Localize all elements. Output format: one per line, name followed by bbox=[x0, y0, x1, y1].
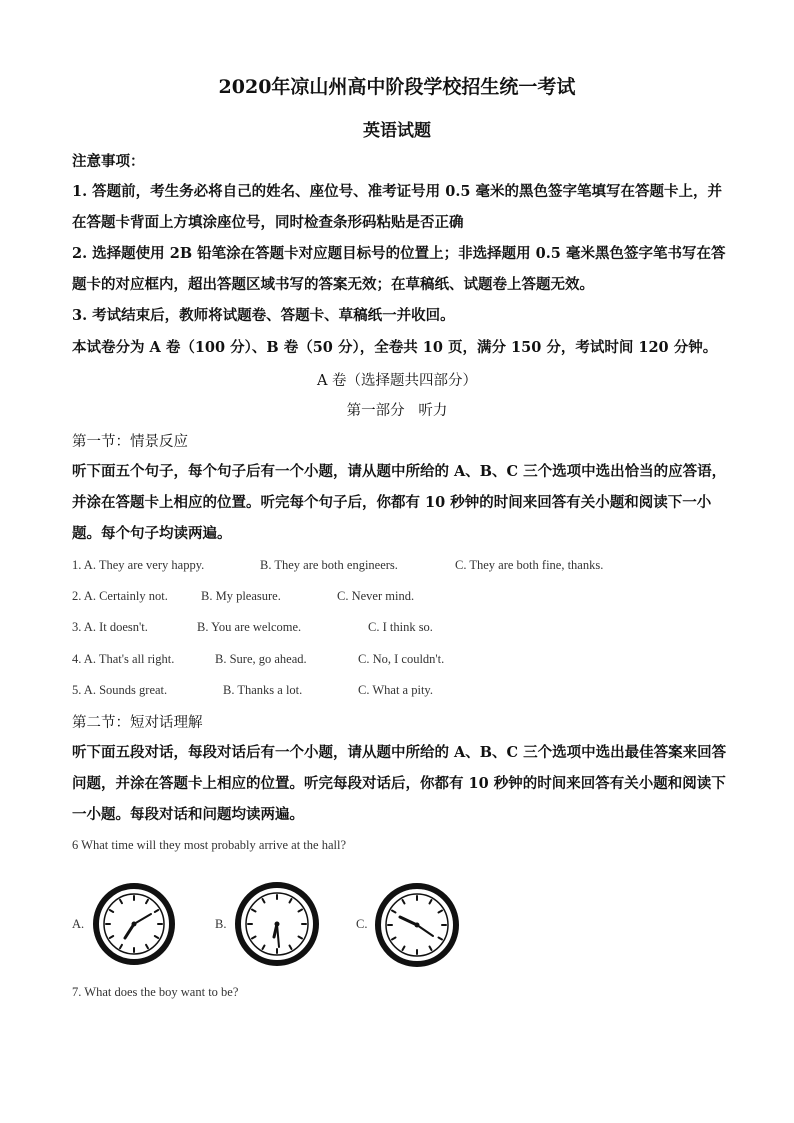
note-item-2: 2. 选择题使用 2B 铅笔涂在答题卡对应题目标号的位置上；非选择题用 0.5 毫米黑色签字笔书写在答题卡的对应框内，超出答题区域书写的答案无效；在草稿纸、试题卷上答题无效。 bbox=[72, 245, 726, 293]
q6-option-b-label: B. bbox=[215, 917, 227, 931]
q1-option-a: 1. A. They are very happy. bbox=[72, 558, 205, 572]
q3-option-a: 3. A. It doesn't. bbox=[72, 620, 148, 634]
note-item-1: 1. 答题前，考生务必将自己的姓名、座位号、准考证号用 0.5 毫米的黑色签字笔填写在答题卡上，并在答题卡背面上方填涂座位号，同时检查条形码粘贴是否正确 bbox=[72, 183, 723, 231]
q2-option-a: 2. A. Certainly not. bbox=[72, 589, 168, 603]
notes-heading: 注意事项： bbox=[72, 153, 145, 170]
question-7: 7. What does the boy want to be? bbox=[72, 985, 239, 999]
exam-title: 2020年凉山州高中阶段学校招生统一考试 bbox=[218, 76, 576, 98]
exam-subtitle: 英语试题 bbox=[363, 121, 431, 141]
paper-a-heading: A 卷（选择题共四部分） bbox=[316, 373, 478, 389]
q1-option-b: B. They are both engineers. bbox=[260, 558, 398, 572]
clock-icon bbox=[235, 882, 319, 966]
q6-option-c-label: C. bbox=[356, 917, 368, 931]
section1-heading: 第一节：情景反应 bbox=[72, 434, 188, 450]
q2-option-c: C. Never mind. bbox=[337, 589, 415, 603]
scoring-info: 本试卷分为 A 卷（100 分）、B 卷（50 分），全卷共 10 页，满分 150 分，考试时间 120 分钟。 bbox=[72, 339, 718, 356]
q6-option-a-label: A. bbox=[72, 917, 85, 931]
q4-option-c: C. No, I couldn't. bbox=[358, 652, 445, 666]
part1-heading: 第一部分 听力 bbox=[346, 403, 448, 419]
q1-option-c: C. They are both fine, thanks. bbox=[455, 558, 604, 572]
q4-option-b: B. Sure, go ahead. bbox=[215, 652, 307, 666]
question-6: 6 What time will they most probably arrive at the hall? bbox=[72, 838, 346, 852]
section1-instructions: 听下面五个句子，每个句子后有一个小题，请从题中所给的 A、B、C 三个选项中选出恰当的应答语，并涂在答题卡上相应的位置。听完每个句子后，你都有 10 秒钟的时间来回答有关小题和阅读下一小题。每个句子均读两遍。 bbox=[72, 463, 727, 542]
note-item-3: 3. 考试结束后，教师将试题卷、答题卡、草稿纸一并收回。 bbox=[72, 307, 455, 324]
q5-option-c: C. What a pity. bbox=[358, 683, 433, 697]
clock-icon bbox=[93, 883, 175, 965]
q4-option-a: 4. A. That's all right. bbox=[72, 652, 175, 666]
q5-option-a: 5. A. Sounds great. bbox=[72, 683, 168, 697]
q2-option-b: B. My pleasure. bbox=[201, 589, 281, 603]
q3-option-c: C. I think so. bbox=[368, 620, 433, 634]
q3-option-b: B. You are welcome. bbox=[197, 620, 302, 634]
section2-instructions: 听下面五段对话，每段对话后有一个小题，请从题中所给的 A、B、C 三个选项中选出最佳答案来回答问题，并涂在答题卡上相应的位置。听完每段对话后，你都有 10 秒钟的时间来回答有关小题和阅读下一小题。每段对话和问题均读两遍。 bbox=[72, 744, 727, 823]
clock-icon bbox=[375, 883, 459, 967]
section2-heading: 第二节：短对话理解 bbox=[72, 715, 203, 731]
q5-option-b: B. Thanks a lot. bbox=[223, 683, 303, 697]
